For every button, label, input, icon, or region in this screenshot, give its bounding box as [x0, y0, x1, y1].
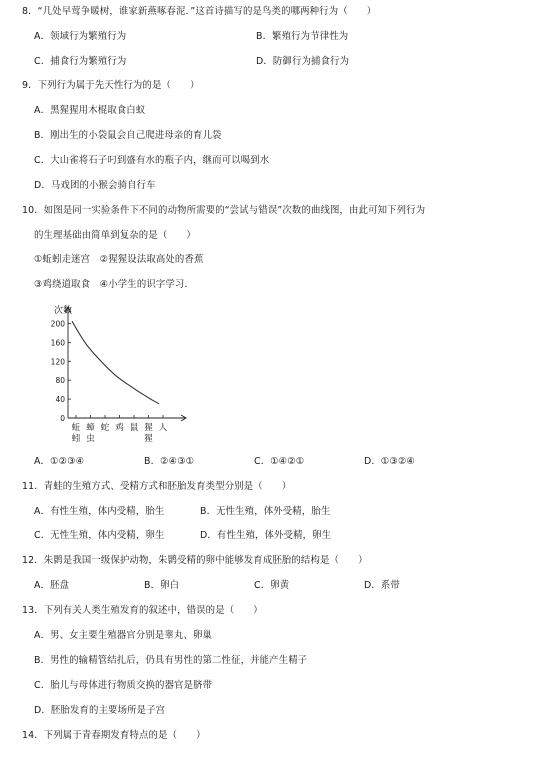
q9-stem: 9．下列行为属于先天性行为的是（ ）	[22, 80, 200, 91]
q12-option-b: B．卵白	[144, 580, 180, 591]
q13-option-d: D．胚胎发育的主要场所是子宫	[34, 705, 166, 716]
x-tick-label-line2: 虫	[86, 434, 95, 444]
q12-option-d: D．系带	[364, 580, 400, 591]
q11-option-d: D．有性生殖，体外受精，卵生	[200, 530, 332, 541]
y-tick-label: 120	[50, 357, 65, 367]
y-tick-label: 0	[60, 414, 65, 423]
y-tick-label: 80	[55, 376, 65, 386]
x-tick-label-line2: 蚓	[71, 434, 81, 444]
q10-option-b: B．②④③①	[144, 456, 195, 467]
q10-stem-line1: 10．如图是同一实验条件下不同的动物所需要的“尝试与错误”次数的曲线图，由此可知下列行为	[22, 205, 426, 216]
q14-stem: 14．下列属于青春期发育特点的是（ ）	[22, 730, 206, 741]
q9-option-a: A．黑猩猩用木棍取食白蚁	[34, 105, 146, 116]
q8-option-c: C．捕食行为繁殖行为	[34, 56, 127, 67]
q13-stem: 13．下列有关人类生殖发育的叙述中，错误的是（ ）	[22, 605, 263, 616]
q11-option-c: C．无性生殖，体内受精，卵生	[34, 530, 165, 541]
q11-option-b: B．无性生殖，体外受精，胎生	[200, 506, 331, 517]
y-tick-label: 200	[50, 319, 65, 329]
y-tick-label: 40	[55, 395, 65, 405]
x-tick-label: 蟑	[86, 423, 95, 433]
q9-option-b: B．刚出生的小袋鼠会自己爬进母亲的育儿袋	[34, 130, 222, 141]
q10-option-a: A．①②③④	[34, 456, 85, 467]
q12-stem: 12．朱鹮是我国一级保护动物，朱鹮受精的卵中能够发育成胚胎的结构是（ ）	[22, 555, 368, 566]
x-tick-label-line2: 猩	[144, 434, 153, 444]
q10-option-c: C．①④②①	[254, 456, 305, 467]
q13-option-c: C．胎儿与母体进行物质交换的器官是脐带	[34, 680, 213, 691]
q9-option-d: D．马戏团的小猴会骑自行车	[34, 180, 156, 191]
q8-option-d: D．防御行为捕食行为	[256, 56, 350, 67]
q12-option-a: A．胚盘	[34, 580, 70, 591]
q9-option-c: C．大山雀将石子叼到盛有水的瓶子内，继而可以喝到水	[34, 155, 270, 166]
y-tick-label: 160	[50, 338, 65, 348]
q8-option-a: A．领域行为繁殖行为	[34, 31, 127, 42]
q11-option-a: A．有性生殖，体内受精，胎生	[34, 506, 165, 517]
y-axis-label: 次数	[54, 306, 73, 316]
q10-items-line2: ③鸡绕道取食 ④小学生的识字学习．	[34, 279, 194, 290]
q11-stem: 11．青蛙的生殖方式、受精方式和胚胎发育类型分别是（ ）	[22, 481, 292, 492]
learning-curve-chart	[30, 302, 210, 452]
q10-option-d: D．①③②④	[364, 456, 416, 467]
x-tick-label: 鼠	[129, 423, 139, 433]
q10-items-line1: ①蚯蚓走迷宫 ②猩猩设法取高处的香蕉	[34, 254, 204, 265]
x-tick-label: 蛇	[100, 423, 110, 433]
q8-option-b: B．繁殖行为节律性为	[256, 31, 349, 42]
learning-curve-line	[72, 321, 159, 404]
x-tick-label: 蚯	[71, 423, 81, 433]
q12-option-c: C．卵黄	[254, 580, 290, 591]
q13-option-a: A．男、女主要生殖器官分别是睾丸、卵巢	[34, 630, 213, 641]
q13-option-b: B．男性的输精管结扎后，仍具有男性的第二性征，并能产生精子	[34, 655, 308, 666]
q10-stem-line2: 的生理基础由简单到复杂的是（ ）	[34, 230, 196, 241]
x-tick-label: 猩	[144, 423, 153, 433]
q8-stem: 8．“几处早莺争暖树，谁家新燕啄春泥．”这首诗描写的是鸟类的哪两种行为（ ）	[22, 6, 377, 17]
x-tick-label: 人	[158, 423, 168, 433]
x-tick-label: 鸡	[115, 423, 124, 433]
